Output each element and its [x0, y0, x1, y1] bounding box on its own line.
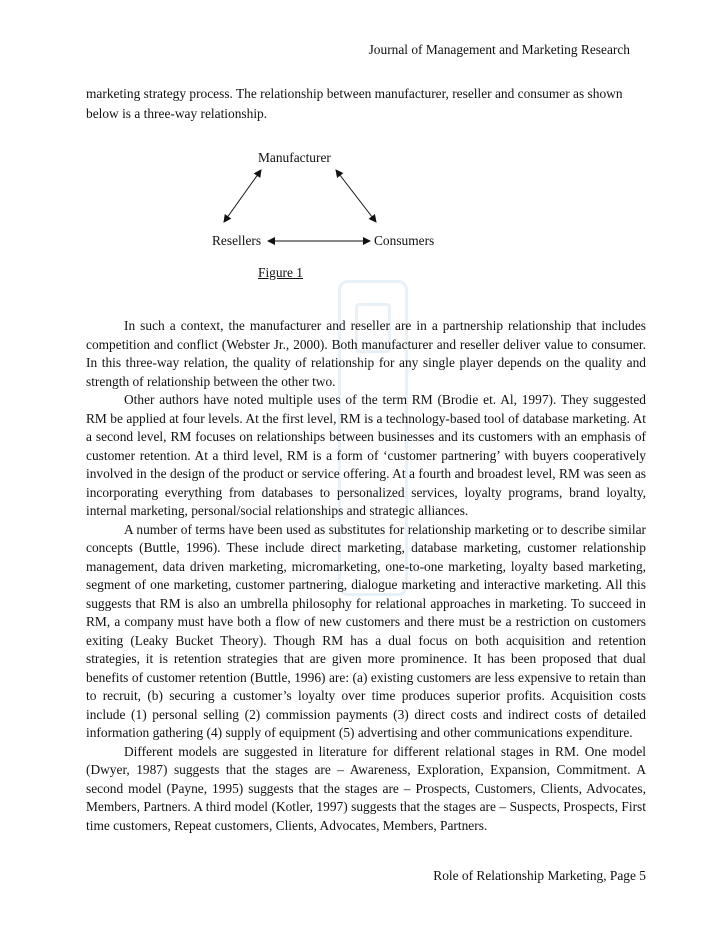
arrow-manufacturer-consumers [336, 170, 376, 222]
body-text [86, 317, 646, 835]
paragraph-rm-terms: A number of terms have been used as substitutes for relationship marketing or to describe similar concepts (Buttle, 1996). These include direct marketing, database marketing, customer relationship management, data driven marketing, micromarketing, one-to-one marketing, loyalty based marketing, segment of one marketing, customer partnering, dialogue marketing and interactive marketing. All this suggests that RM is also an umbrella philosophy for relational approaches in marketing. To succeed in RM, a company must have both a flow of new customers and there must be a restriction on customers exiting (Leaky Bucket Theory). Though RM has a dual focus on both acquisition and retention strategies, it is retention strategies that are given more prominence. It has been proposed that dual benefits of customer retention (Buttle, 1996) are: (a) existing customers are less expensive to retain than to recruit, (b) securing a customer’s loyalty over time produces superior profits. Acquisition costs include (1) personal selling (2) commission payments (3) direct costs and indirect costs of detailed information gathering (4) supply of equipment (5) advertising and other communications expenditure. [86, 521, 646, 740]
node-resellers: Resellers [212, 233, 262, 248]
figure-caption: Figure 1 [258, 265, 304, 280]
paragraph-rm-stages: Different models are suggested in literature for different relational stages in RM. One model (Dwyer, 1987) suggests that the stages are – Awareness, Exploration, Expansion, Commitment. A second model (Payne, 1995) suggests that the stages are – Prospects, Customers, Clients, Advocates, Members, Partners. A third model (Kotler, 1997) suggests that the stages are – Suspects, Prospects, First time customers, Repeat customers, Clients, Advocates, Members, Partners. [86, 743, 646, 833]
node-consumers: Consumers [374, 233, 435, 248]
page-footer: Role of Relationship Marketing, Page 5 [433, 868, 646, 883]
paragraph-context: In such a context, the manufacturer and reseller are in a partnership relationship that includes competition and conflict (Webster Jr., 2000). Both manufacturer and reseller deliver value to consumer. In this three-way relation, the quality of relationship for any single player depends on the quality and strength of relationship between the other two. [86, 318, 646, 389]
arrow-manufacturer-resellers [224, 170, 261, 222]
paragraph-rm-levels: Other authors have noted multiple uses of the term RM (Brodie et. Al, 1997). They suggested RM be applied at four levels. At the first level, RM is a technology-based tool of database marketing. At a second level, RM focuses on relationships between businesses and its customers with an emphasis of customer retention. At a third level, RM is a form of ‘customer partnering’ with buyers cooperatively involved in the design of the product or service offering. At a fourth and broadest level, RM was seen as incorporating everything from databases to personalized services, loyalty programs, brand loyalty, internal marketing, personal/social relationships and strategic alliances. [86, 392, 646, 518]
journal-header: Journal of Management and Marketing Research [368, 42, 630, 57]
intro-paragraph [86, 84, 646, 124]
intro-text: marketing strategy process. The relationship between manufacturer, reseller and consumer as shown below is a three-way relationship. [86, 86, 623, 121]
node-manufacturer: Manufacturer [258, 150, 331, 165]
relationship-diagram [196, 146, 456, 256]
